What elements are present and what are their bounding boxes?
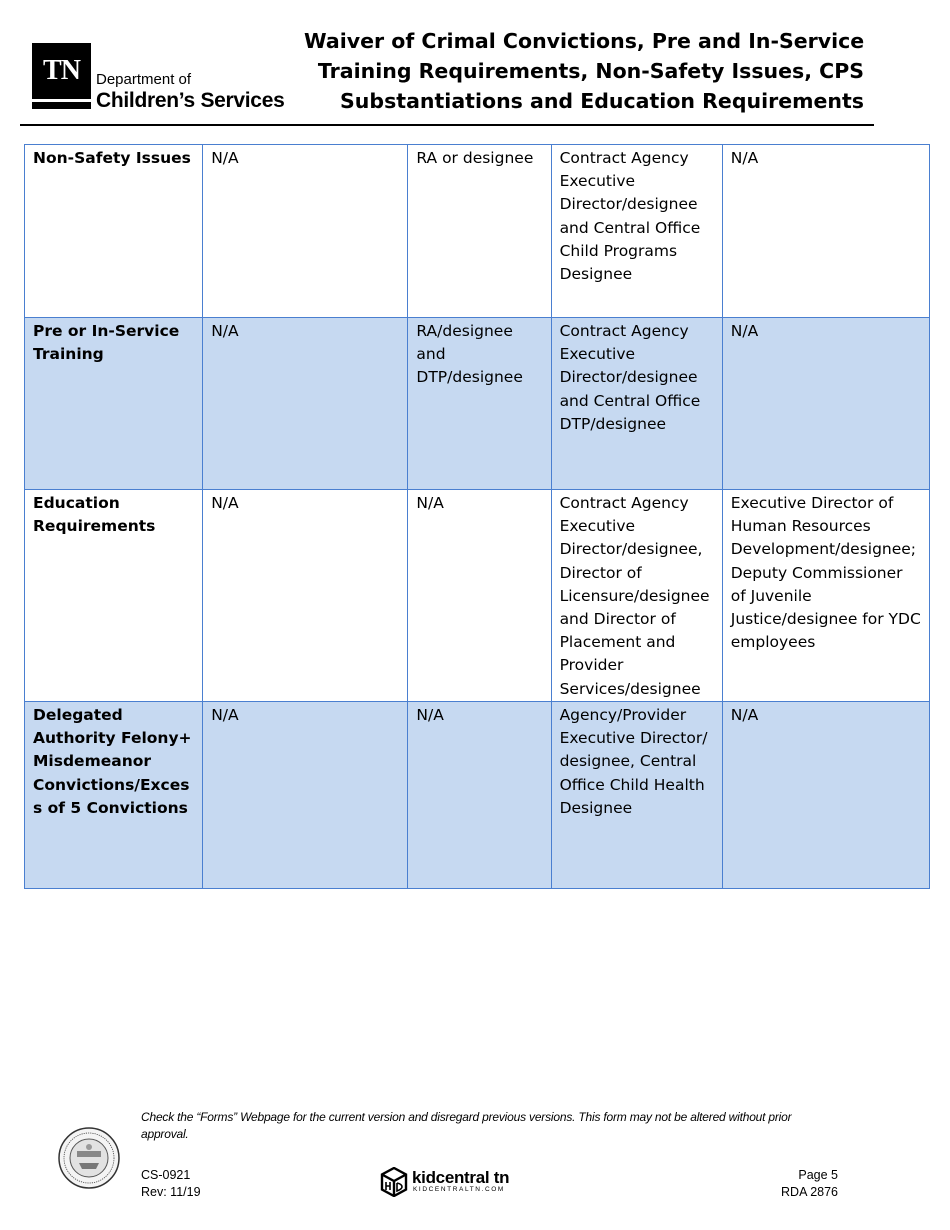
dcs-logo (32, 43, 312, 113)
form-number: CS-0921 (141, 1168, 191, 1182)
title-line-3: Substantiations and Education Requirements (340, 89, 864, 113)
table-cell: Contract Agency Executive Director/designee and Central Office Child Programs Designee (551, 145, 722, 318)
row-label: Education Requirements (25, 490, 203, 702)
table-row (25, 490, 930, 702)
table-cell: N/A (408, 702, 551, 889)
waiver-authority-table (24, 144, 930, 889)
table-row (25, 318, 930, 490)
header-divider (20, 124, 874, 126)
page-info-block (781, 1167, 838, 1201)
table-row (25, 702, 930, 889)
table-cell: N/A (203, 318, 408, 490)
table-cell: RA or designee (408, 145, 551, 318)
revision-date: Rev: 11/19 (141, 1185, 201, 1199)
row-label: Non-Safety Issues (25, 145, 203, 318)
table-cell: N/A (203, 490, 408, 702)
table-cell: RA/designee and DTP/designee (408, 318, 551, 490)
page-number: Page 5 (798, 1168, 838, 1182)
form-number-block (141, 1167, 201, 1201)
table-cell: N/A (203, 702, 408, 889)
document-title (304, 26, 864, 116)
table-row (25, 145, 930, 318)
table-cell: N/A (722, 702, 929, 889)
table-cell: Agency/Provider Executive Director/ designee, Central Office Child Health Designee (551, 702, 722, 889)
kidcentral-cube-icon (380, 1167, 408, 1197)
table-cell: N/A (203, 145, 408, 318)
table-cell: N/A (408, 490, 551, 702)
row-label: Pre or In-Service Training (25, 318, 203, 490)
table-cell: N/A (722, 145, 929, 318)
table-cell: Executive Director of Human Resources Development/designee; Deputy Commissioner of Juvenile Justice/designee for YDC employees (722, 490, 929, 702)
kidcentral-logo (380, 1166, 520, 1198)
table-cell: N/A (722, 318, 929, 490)
logo-underline (32, 102, 91, 109)
rda-number: RDA 2876 (781, 1185, 838, 1199)
kidcentral-url: KIDCENTRALTN.COM (413, 1186, 505, 1193)
title-line-2: Training Requirements, Non-Safety Issues, CPS (317, 59, 864, 83)
tn-logo-mark: TN (32, 43, 91, 99)
dept-name-line2: Children’s Services (96, 89, 285, 112)
table-cell: Contract Agency Executive Director/designee, Director of Licensure/designee and Director of Placement and Provider Services/designee (551, 490, 722, 702)
title-line-1: Waiver of Crimal Convictions, Pre and In-Service (304, 29, 865, 53)
row-label: Delegated Authority Felony+ Misdemeanor Convictions/Excess of 5 Convictions (25, 702, 203, 889)
dept-name-line1: Department of (96, 71, 192, 88)
table-cell: Contract Agency Executive Director/designee and Central Office DTP/designee (551, 318, 722, 490)
forms-disclaimer: Check the “Forms” Webpage for the current version and disregard previous versions. This form may not be altered without prior approval. (141, 1110, 792, 1141)
tennessee-state-seal-icon (58, 1127, 120, 1189)
kidcentral-name: kidcentral tn (412, 1168, 510, 1187)
